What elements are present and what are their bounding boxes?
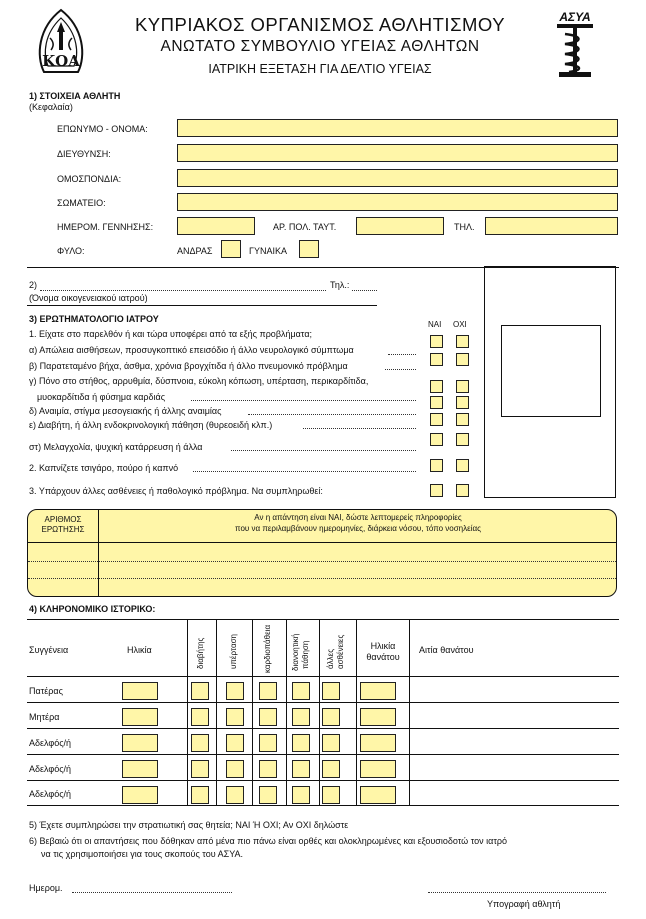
heredity-age-field[interactable] <box>122 786 158 804</box>
phone-label: ΤΗΛ. <box>454 222 475 232</box>
question-1a: α) Απώλεια αισθήσεων, προσυγκοπτικό επεισόδιο ή άλλο νευρολογικό σύμπτωμα <box>29 345 354 355</box>
q1a-no-2[interactable] <box>456 353 469 366</box>
heredity-age-field[interactable] <box>122 760 158 778</box>
question-3: 3. Υπάρχουν άλλες ασθένειες ή παθολογικό πρόβλημα. Να συμπληρωθεί: <box>29 486 323 496</box>
doctor-tel-line[interactable] <box>352 290 377 291</box>
col-relation: Συγγένεια <box>29 645 69 655</box>
q1a-yes-2[interactable] <box>430 353 443 366</box>
heredity-diabetes-field[interactable] <box>191 760 209 778</box>
koa-logo-text: ΚΟΑ <box>42 52 80 70</box>
photo-placeholder <box>501 325 601 417</box>
answer-table[interactable] <box>27 509 617 597</box>
heredity-hypertension-field[interactable] <box>226 786 244 804</box>
surname-field[interactable] <box>177 119 618 137</box>
question-2: 2. Καπνίζετε τσιγάρο, πούρο ή καπνό <box>29 463 179 473</box>
photo-frame[interactable] <box>484 266 616 498</box>
heredity-death-age-field[interactable] <box>360 734 396 752</box>
q2-no[interactable] <box>456 459 469 472</box>
no-header: ΟΧΙ <box>453 320 467 329</box>
yes-header: ΝΑΙ <box>428 320 442 329</box>
heredity-age-field[interactable] <box>122 682 158 700</box>
address-field[interactable] <box>177 144 618 162</box>
row-sibling-3: Αδελφός/ή <box>29 789 72 799</box>
section6-line2: να τις χρησιμοποιήσει για τους σκοπούς του ΑΣΥΑ. <box>41 849 244 859</box>
signature-label: Υπογραφή αθλητή <box>487 899 561 909</box>
heredity-hypertension-field[interactable] <box>226 734 244 752</box>
heredity-diabetes-field[interactable] <box>191 786 209 804</box>
heredity-heart-field[interactable] <box>259 734 277 752</box>
col-other-2: ασθένειες <box>336 634 345 669</box>
question-1: 1. Είχατε στο παρελθόν ή και τώρα υποφέρει από τα εξής προβλήματα; <box>29 329 313 339</box>
heredity-diabetes-field[interactable] <box>191 734 209 752</box>
row-mother: Μητέρα <box>29 712 60 722</box>
koa-logo <box>30 8 92 74</box>
date-line[interactable] <box>72 892 232 893</box>
heredity-heart-field[interactable] <box>259 682 277 700</box>
date-label: Ημερομ. <box>29 883 63 893</box>
section6-line1: 6) Βεβαιώ ότι οι απαντήσεις που δόθηκαν από μένα πιο πάνω είναι ορθές και ολοκληρωμένες και εξουσιοδοτώ τον ιατρό <box>29 836 508 846</box>
exam-title: ΙΑΤΡΙΚΗ ΕΞΕΤΑΣΗ ΓΙΑ ΔΕΛΤΙΟ ΥΓΕΙΑΣ <box>208 62 432 76</box>
heredity-mental-field[interactable] <box>292 708 310 726</box>
asya-logo <box>555 10 595 78</box>
q3-no[interactable] <box>456 484 469 497</box>
heredity-age-field[interactable] <box>122 734 158 752</box>
q1c-yes-2[interactable] <box>430 396 443 409</box>
heredity-age-field[interactable] <box>122 708 158 726</box>
answer-col-details-1: Αν η απάντηση είναι ΝΑΙ, δώστε λεπτομερείς πληροφορίες <box>254 513 462 522</box>
id-label: ΑΡ. ΠΟΛ. ΤΑΥΤ. <box>273 222 337 232</box>
heredity-diabetes-field[interactable] <box>191 682 209 700</box>
col-age: Ηλικία <box>127 645 152 655</box>
question-1e: ε) Διαβήτη, ή άλλη ενδοκρινολογική πάθηση (θυρεοειδή κλπ.) <box>29 420 273 430</box>
col-death-age-2: θανάτου <box>366 652 400 662</box>
section1-title: 1) ΣΤΟΙΧΕΙΑ ΑΘΛΗΤΗ <box>29 91 121 101</box>
heredity-hypertension-field[interactable] <box>226 708 244 726</box>
address-label: ΔΙΕΥΘΥΝΣΗ: <box>57 149 111 159</box>
signature-line[interactable] <box>428 892 606 893</box>
phone-field[interactable] <box>485 217 618 235</box>
female-checkbox[interactable] <box>299 240 319 258</box>
col-death-age-1: Ηλικία <box>370 641 396 651</box>
heredity-mental-field[interactable] <box>292 760 310 778</box>
col-other-1: άλλες <box>326 648 335 669</box>
doctor-name-line[interactable] <box>40 290 326 291</box>
heredity-death-age-field[interactable] <box>360 786 396 804</box>
row-sibling-2: Αδελφός/ή <box>29 764 72 774</box>
male-label: ΑΝΔΡΑΣ <box>177 246 213 256</box>
col-heart: καρδιοπάθεια <box>263 624 272 673</box>
q1c-no[interactable] <box>456 380 469 393</box>
doctor-caption: (Όνομα οικογενειακού ιατρού) <box>29 293 148 303</box>
row-father: Πατέρας <box>29 686 63 696</box>
col-hypertension: υπέρταση <box>229 634 238 669</box>
asya-logo-text: ΑΣΥΑ <box>559 10 591 24</box>
question-1f: στ) Μελαγχολία, ψυχική κατάρρευση ή άλλα <box>29 442 203 452</box>
club-label: ΣΩΜΑΤΕΙΟ: <box>57 198 106 208</box>
section1-note: (Κεφαλαία) <box>29 102 73 112</box>
divider <box>27 305 377 306</box>
federation-label: ΟΜΟΣΠΟΝΔΙΑ: <box>57 174 122 184</box>
surname-label: ΕΠΩΝΥΜΟ - ΟΝΟΜΑ: <box>57 124 148 134</box>
heredity-other-field[interactable] <box>322 760 340 778</box>
heredity-other-field[interactable] <box>322 682 340 700</box>
section4-title: 4) ΚΛΗΡΟΝΟΜΙΚΟ ΙΣΤΟΡΙΚΟ: <box>29 604 156 614</box>
section5: 5) Έχετε συμπληρώσει την στρατιωτική σας θητεία; ΝΑΙ Ή ΟΧΙ; Αν ΟΧΙ δηλώστε <box>29 820 349 830</box>
section2-num: 2) <box>29 280 38 290</box>
id-field[interactable] <box>356 217 444 235</box>
heredity-hypertension-field[interactable] <box>226 682 244 700</box>
heredity-death-age-field[interactable] <box>360 708 396 726</box>
question-1c-cont: μυοκαρδίτιδα ή φύσημα καρδιάς <box>37 392 166 402</box>
heredity-mental-field[interactable] <box>292 682 310 700</box>
q1e-no[interactable] <box>456 433 469 446</box>
q2-yes[interactable] <box>430 459 443 472</box>
q3-yes[interactable] <box>430 484 443 497</box>
heredity-other-field[interactable] <box>322 708 340 726</box>
q1d-no[interactable] <box>456 413 469 426</box>
council-title: ΑΝΩΤΑΤΟ ΣΥΜΒΟΥΛΙΟ ΥΓΕΙΑΣ ΑΘΛΗΤΩΝ <box>160 38 480 55</box>
col-diabetes: διαβήτης <box>196 637 205 669</box>
answer-col-details-2: που να περιλαμβάνουν ημερομηνίες, διάρκεια νόσου, τόπο νοσηλείας <box>235 524 481 533</box>
female-label: ΓΥΝΑΙΚΑ <box>249 246 287 256</box>
doctor-tel-label: Τηλ.: <box>330 280 350 290</box>
section3-title: 3) ΕΡΩΤΗΜΑΤΟΛΟΓΙΟ ΙΑΤΡΟΥ <box>29 314 159 324</box>
birth-label: ΗΜΕΡΟΜ. ΓΕΝΝΗΣΗΣ: <box>57 222 154 232</box>
heredity-heart-field[interactable] <box>259 786 277 804</box>
q1c-yes[interactable] <box>430 380 443 393</box>
col-mental-1: διανοητική <box>291 633 300 671</box>
q1e-yes[interactable] <box>430 433 443 446</box>
question-1c: γ) Πόνο στο στήθος, αρρυθμία, δύσπνοια, εύκολη κόπωση, υπέρταση, περικαρδίτιδα, <box>29 376 369 386</box>
heredity-death-age-field[interactable] <box>360 682 396 700</box>
q1a-yes[interactable] <box>430 335 443 348</box>
question-1b: β) Παρατεταμένο βήχα, άσθμα, χρόνια βρογχίτιδα ή άλλο πνευμονικό πρόβλημα <box>29 361 348 371</box>
q1c-no-2[interactable] <box>456 396 469 409</box>
federation-field[interactable] <box>177 169 618 187</box>
q1a-no[interactable] <box>456 335 469 348</box>
heredity-other-field[interactable] <box>322 786 340 804</box>
heredity-heart-field[interactable] <box>259 708 277 726</box>
birth-field[interactable] <box>177 217 255 235</box>
org-title: ΚΥΠΡΙΑΚΟΣ ΟΡΓΑΝΙΣΜΟΣ ΑΘΛΗΤΙΣΜΟΥ <box>134 14 506 35</box>
sex-label: ΦΥΛΟ: <box>57 246 85 256</box>
heredity-other-field[interactable] <box>322 734 340 752</box>
row-sibling-1: Αδελφός/ή <box>29 738 72 748</box>
col-mental-2: πάθηση <box>301 640 310 669</box>
q1d-yes[interactable] <box>430 413 443 426</box>
heredity-diabetes-field[interactable] <box>191 708 209 726</box>
heredity-hypertension-field[interactable] <box>226 760 244 778</box>
answer-col-question: ΑΡΙΘΜΟΣ ΕΡΩΤΗΣΗΣ <box>41 515 85 534</box>
question-1d: δ) Αναιμία, στίγμα μεσογειακής ή άλλης αναιμίας <box>29 406 222 416</box>
heredity-death-age-field[interactable] <box>360 760 396 778</box>
col-cause: Αιτία θανάτου <box>419 645 474 655</box>
heredity-mental-field[interactable] <box>292 786 310 804</box>
heredity-heart-field[interactable] <box>259 760 277 778</box>
heredity-mental-field[interactable] <box>292 734 310 752</box>
club-field[interactable] <box>177 193 618 211</box>
male-checkbox[interactable] <box>221 240 241 258</box>
